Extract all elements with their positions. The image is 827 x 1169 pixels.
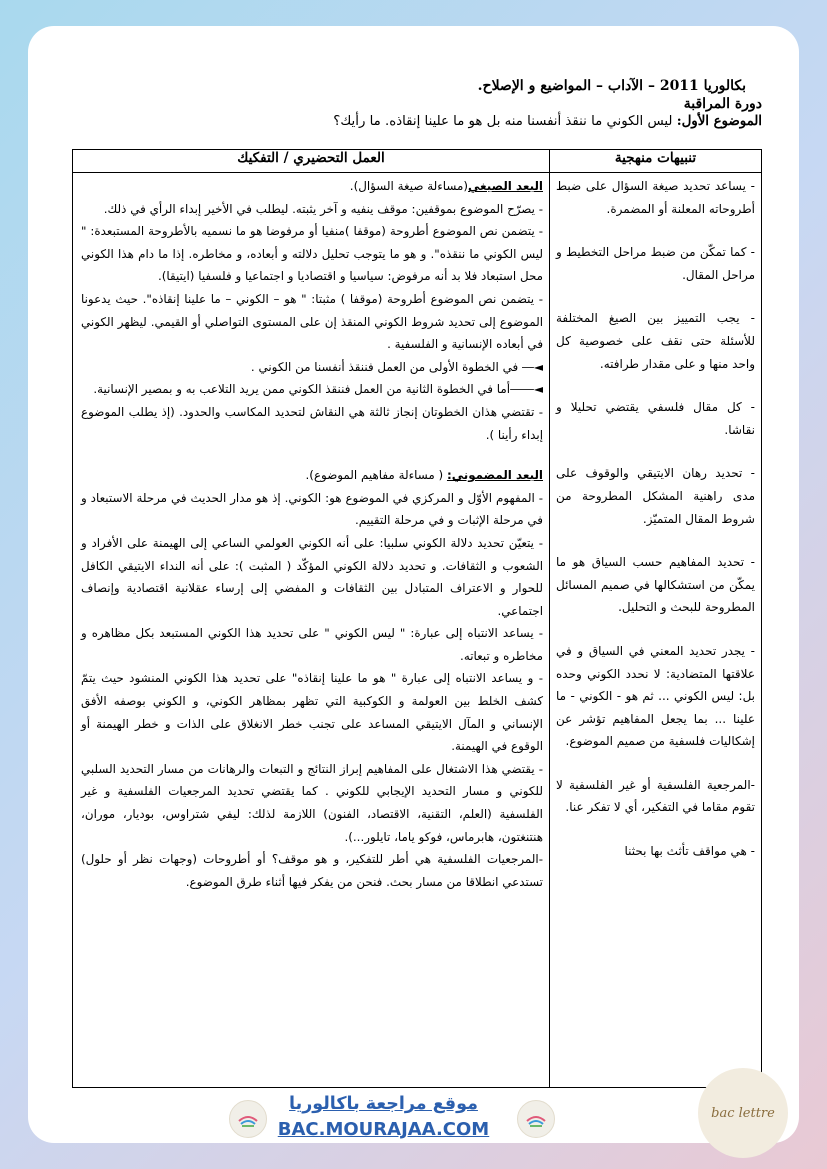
- work-paragraph: -المرجعيات الفلسفية هي أطر للتفكير، و هو موقف؟ أو أطروحات (وجهات نظر أو حلول) تستدعي انطلاقا من مسار بحث. فنحن من يفكر فيها أثناء طرق الموضوع.: [81, 852, 543, 889]
- form-dimension-heading: [81, 175, 543, 198]
- brand-logo: [698, 1068, 788, 1158]
- methodology-note: - كل مقال فلسفي يقتضي تحليلا و نقاشا.: [556, 400, 755, 437]
- session-label: دورة المراقبة: [683, 96, 762, 112]
- subject-text: ليس الكوني ما ننقذ أنفسنا منه بل هو ما علينا إنقاذه. ما رأيك؟: [333, 114, 673, 129]
- methodology-note: - كما تمكّن من ضبط مراحل التخطيط و مراحل المقال.: [556, 245, 755, 282]
- subject-label: الموضوع الأول:: [676, 114, 762, 129]
- form-heading: البعد الصيغي: [468, 179, 543, 193]
- methodology-note: - يجب التمييز بين الصيغ المختلفة للأسئلة حتى نقف على خصوصية كل واحد منها و على مقدار طرافته.: [556, 311, 755, 371]
- work-paragraph: ◄――أما في الخطوة الثانية من العمل فننقذ الكوني ممن يريد التلاعب به و بمصير الإنسانية.: [93, 382, 543, 397]
- methodology-notes-cell: [550, 173, 762, 1088]
- document-title: بكالوريا 2011 – الآداب – المواضيع و الإصلاح.: [477, 78, 746, 94]
- content-dimension-heading: [81, 464, 543, 487]
- work-paragraph: - يصرّح الموضوع بموقفين: موقف ينفيه و آخر يثبته. ليطلب في الأخير إبداء الرأي في ذلك.: [103, 201, 543, 216]
- site-logo-icon: [517, 1100, 555, 1138]
- notes-column-header: تنبيهات منهجية: [550, 150, 762, 173]
- work-paragraph: - يتضمن نص الموضوع أطروحة (موقفا ) مثبتا: " هو – الكوني – ما علينا إنقاذه". حيث يدعونا الموضوع إلى تحديد شروط الكوني المنقذ إن على المستوى التواصلي أو القيمي. ليظهر الكوني في أبعاده الإنسانية و الفلسفية .: [81, 291, 543, 352]
- work-paragraph: - يتعيّن تحديد دلالة الكوني سلبيا: على أنه الكوني العولمي الساعي إلى الهيمنة على الأفراد و الشعوب و الثقافات. و تحديد دلالة الكوني المؤكّد ( المثبت ): على أنه النداء الايتيقي الكافل للحوار و الاعتراف المتبادل بين الثقافات و المفضي إلى إرساء عقلانية اقتصادية وإنصاف اجتماعي.: [81, 535, 543, 618]
- methodology-note: - يجدر تحديد المعني في السياق و في علاقتها المتضادية: لا نحدد الكوني وحده بل: ليس الكوني ... ثم هو - الكوني - ما علينا ... بما يجعل المفاهيم تؤشر عن إشكاليات فلسفية من صميم الموضوع.: [556, 643, 755, 749]
- work-paragraph: ◄― في الخطوة الأولى من العمل فننقذ أنفسنا من الكوني .: [250, 359, 543, 374]
- content-heading-rest: ( مساءلة مفاهيم الموضوع).: [305, 468, 444, 483]
- site-footer: [266, 1091, 501, 1143]
- work-paragraph: - يقتضي هذا الاشتغال على المفاهيم إبراز النتائج و التبعات والرهانات من مسار التحديد السلبي للكوني و مسار التحديد الإيجابي للكوني . كما يقتضي تحديد المرجعيات الفلسفية و غير الفلسفية (العلم، التقنية، الاقتصاد، الفنون) اللازمة لذلك: ليفي شتراوس، بوديار، موران، هنتنغتون، هابرماس، فوكو ياما، تايلور...).: [81, 761, 543, 844]
- methodology-note: - تحديد رهان الايتيقي والوقوف على مدى راهنية المشكل المطروحة من شروط المقال المتميّز.: [556, 466, 755, 526]
- preparatory-work-cell: [73, 173, 550, 1088]
- work-paragraph: - يساعد الانتباه إلى عبارة: " ليس الكوني " على تحديد هذا الكوني المستبعد بكل مظاهره و مخاطره و تبعاته.: [81, 626, 543, 663]
- methodology-note: - يساعد تحديد صيغة السؤال على ضبط أطروحاته المعلنة أو المضمرة.: [556, 179, 755, 216]
- site-logo-icon: [229, 1100, 267, 1138]
- work-column-header: العمل التحضيري / التفكيك: [73, 150, 550, 173]
- work-paragraph: - تقتضي هذان الخطوتان إنجاز ثالثة هي النقاش لتحديد المكاسب والحدود. (إذ يطلب الموضوع إبداء رأينا ).: [81, 404, 543, 442]
- methodology-note: - هي مواقف تأثث بها بحثنا: [624, 844, 755, 859]
- brand-logo-text: bac lettre: [711, 1105, 775, 1121]
- content-heading: البعد المضموني:: [446, 468, 543, 483]
- subject-line: [72, 114, 762, 129]
- analysis-table: [72, 149, 762, 1088]
- work-paragraph: - المفهوم الأوّل و المركزي في الموضوع هو: الكوني. إذ هو مدار الحديث في مرحلة الاستبعاد و في مرحلة الإثبات و في مرحلة التقييم.: [81, 490, 543, 528]
- form-heading-rest: (مساءلة صيغة السؤال).: [349, 179, 469, 193]
- methodology-note: -المرجعية الفلسفية أو غير الفلسفية لا تقوم مقاما في التفكير، أي لا تفكر عنا.: [556, 777, 755, 815]
- methodology-note: - تحديد المفاهيم حسب السياق هو ما يمكّن من استشكالها في صميم المسائل المطروحة للبحث و التحليل.: [556, 555, 755, 615]
- work-paragraph: - و يساعد الانتباه إلى عبارة " هو ما علينا إنقاذه" على تحديد هذا الكوني المنشود حيث يتمّ كشف الخلط بين العولمة و الكوكبية التي تظهر بمظاهر الكوني، و الكوني بوصفه الأفق الإنساني و المآل الايتيقي المساعد على تجنب خطر الانغلاق على الذات و خطر الهيمنة أو الوقوع في الهيمنة.: [81, 671, 543, 754]
- site-name-link[interactable]: موقع مراجعة باكالوريا: [289, 1094, 478, 1114]
- document-header: [72, 78, 762, 129]
- work-paragraph: - يتضمن نص الموضوع أطروحة (موقفا )منفيا أو مرفوضا هو ما نسميه بالأطروحة المستبعدة: " ليس الكوني ما ننقذه". و هو ما يتوجب تحليل دلالته و أبعاده، و مخاطره. إذا ما دام هذا الكوني محل استبعاد فلا بد أنه مرفوض: سياسيا و اقتصاديا و اجتماعيا و فلسفيا (ايتيقا).: [81, 224, 543, 284]
- site-url-link[interactable]: BAC.MOURAJAA.COM: [277, 1119, 490, 1140]
